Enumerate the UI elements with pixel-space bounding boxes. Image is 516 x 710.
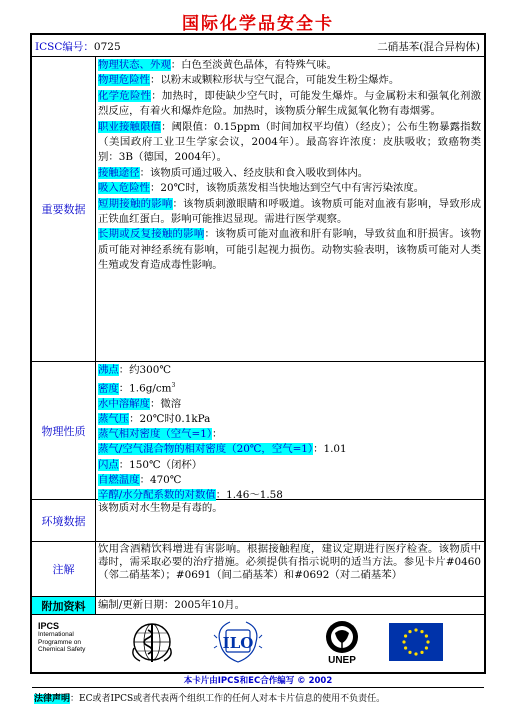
icsc-code: 0725 — [93, 41, 121, 53]
item-key: 自燃温度 — [98, 473, 140, 486]
list-item — [98, 120, 481, 166]
item-key: 蒸气压 — [98, 413, 130, 426]
credit-line: 本卡片由IPCS和EC合作编写 © 2002 — [183, 676, 333, 686]
section-environment — [32, 500, 484, 542]
section-important — [32, 57, 484, 362]
eu-star — [404, 646, 407, 649]
who-emblem-icon — [130, 620, 174, 664]
eu-star — [404, 634, 407, 637]
list-item — [98, 473, 481, 488]
list-item — [98, 363, 481, 378]
item-text: ：20℃时，该物质蒸发相当快地达到空气中有害污染浓度。 — [149, 182, 425, 195]
item-text: ：约300℃ — [118, 364, 172, 376]
card-header — [32, 35, 484, 57]
item-key: 水中溶解度 — [98, 397, 150, 410]
eu-star — [425, 646, 428, 649]
eu-star — [425, 634, 428, 637]
item-text: ：1.01 — [313, 443, 347, 456]
ipcs-block — [38, 621, 85, 654]
item-text: ：加热时，即使缺少空气时，可能发生爆炸。与金属粉末和强氧化剂激烈反应，有着火和爆炸危险。加热时，该物质分解生成氮氧化物有毒烟雾。 — [98, 89, 482, 118]
item-key: 辛醇/水分配系数的对数值 — [98, 489, 216, 502]
unep-label: UNEP — [328, 655, 356, 666]
item-key: 蒸气相对密度（空气=1） — [98, 428, 213, 441]
item-key: 闪点 — [98, 458, 119, 471]
chemical-name: 二硝基苯(混合异构体) — [377, 41, 480, 53]
item-sup: 3 — [171, 382, 176, 390]
icsc-number — [35, 39, 121, 54]
list-item — [98, 397, 481, 412]
section-label-environment: 环境数据 — [32, 500, 96, 541]
item-key: 吸入危险性 — [98, 182, 150, 195]
section-label-notes: 注解 — [32, 542, 96, 596]
legal-label: 法律声明 — [34, 694, 71, 704]
safety-card — [30, 33, 486, 704]
list-item — [98, 89, 481, 120]
additional-content: 编制/更新日期：2005年10月。 — [98, 599, 246, 611]
unep-emblem-icon — [321, 619, 363, 655]
item-text: ：1.6g/cm — [118, 382, 172, 395]
item-key: 沸点 — [98, 364, 119, 376]
item-text: ：470℃ — [139, 473, 182, 486]
item-key: 短期接触的影响 — [98, 197, 173, 210]
section-additional — [32, 597, 484, 615]
notes-content: 饮用含酒精饮料增进有害影响。根据接触程度，建议定期进行医疗检查。该物质中毒时，需采取必要的治疗措施。必须提供有指示说明的适当方法。参见卡片#0460（邻二硝基苯）；#0691（间二硝基苯）和#0692（对二硝基苯） — [98, 543, 481, 582]
eu-star — [408, 651, 411, 654]
list-item — [98, 166, 481, 181]
list-item — [98, 181, 481, 196]
list-item — [98, 73, 481, 88]
item-key: 物理状态、外观 — [98, 59, 171, 71]
card-title: 国际化学品安全卡 — [182, 14, 334, 34]
list-item — [98, 58, 481, 73]
ipcs-title: IPCS — [38, 621, 60, 631]
item-text: ：白色至淡黄色晶体，有特殊气味。 — [170, 59, 337, 71]
list-item — [98, 458, 481, 473]
legal-statement — [32, 688, 484, 710]
list-item — [98, 427, 481, 442]
ipcs-line-3: Chemical Safety — [38, 646, 86, 653]
footer-logos — [32, 615, 484, 688]
item-key: 长期或反复接触的影响 — [98, 228, 205, 241]
item-text: ：该物质刺激眼睛和呼吸道。该物质可能对血液有影响，导致形成正铁血红蛋白。影响可能推迟显现。需进行医学观察。 — [98, 197, 482, 226]
ilo-emblem-icon — [212, 618, 264, 666]
section-label-important: 重要数据 — [32, 57, 96, 361]
item-key: 物理危险性 — [98, 74, 150, 87]
item-text: ：该物质可通过吸入、经皮肤和食入吸收到体内。 — [139, 166, 369, 179]
ipcs-line-2: Programme on — [38, 638, 81, 646]
item-key: 蒸气/空气混合物的相对密度（20℃，空气=1） — [98, 443, 314, 456]
item-key: 职业接触限值 — [98, 120, 162, 133]
icsc-label: ICSC编号： — [35, 41, 94, 53]
eu-star — [408, 630, 411, 633]
eu-star — [414, 652, 417, 655]
list-item — [98, 197, 481, 228]
item-text: ：150℃（闭杯） — [118, 458, 203, 471]
item-text: ：以粉末或颗粒形状与空气混合，可能发生粉尘爆炸。 — [149, 74, 400, 87]
item-text: ：阈限值：0.15ppm（时间加权平均值）（经皮）；公布生物暴露指数（美国政府工业卫生学家会议，2004年）。最高容许浓度：皮肤吸收；致癌物类别：3B（德国，2004年）。 — [98, 120, 482, 164]
important-content — [96, 57, 484, 361]
list-item — [98, 227, 481, 273]
list-item — [98, 412, 481, 427]
item-text: ：20℃时0.1kPa — [129, 413, 211, 426]
list-item — [98, 442, 481, 457]
ipcs-line-1: International — [38, 631, 74, 638]
eu-star — [426, 640, 429, 643]
legal-row — [32, 688, 484, 710]
item-text: ：微溶 — [149, 397, 182, 410]
section-physical — [32, 362, 484, 500]
item-key: 接触途径 — [98, 166, 140, 179]
section-label-physical: 物理性质 — [32, 362, 96, 499]
legal-text: ：EC或者IPCS或者代表两个组织工作的任何人对本卡片信息的使用不负责任。 — [70, 694, 386, 704]
section-label-additional: 附加资料 — [32, 597, 96, 614]
environment-content: 该物质对水生物是有毒的。 — [98, 502, 223, 514]
item-text: ： — [212, 428, 223, 441]
eu-star — [402, 640, 405, 643]
item-text: ：1.46～1.58 — [215, 489, 283, 502]
physical-content — [96, 362, 484, 502]
list-item — [98, 378, 481, 397]
eu-star — [420, 630, 423, 633]
eu-star — [420, 651, 423, 654]
eu-star — [414, 628, 417, 631]
svg-text:ILO: ILO — [222, 634, 254, 652]
item-key: 密度 — [98, 382, 119, 395]
item-key: 化学危险性 — [98, 89, 152, 102]
section-notes — [32, 542, 484, 597]
eu-flag-icon — [389, 623, 443, 661]
item-text: ：该物质可能对血液和肝有影响，导致贫血和肝损害。该物质可能对神经系统有影响，可能引起视力损伤。动物实验表明，该物质可能对人类生殖或发育造成毒性影响。 — [98, 228, 482, 272]
